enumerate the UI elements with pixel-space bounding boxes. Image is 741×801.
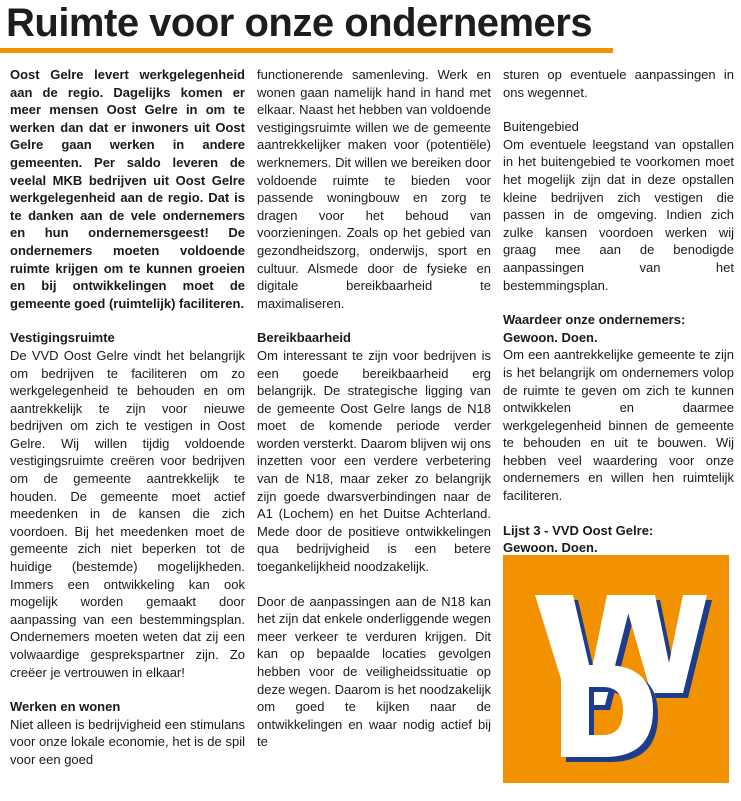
heading-bereikbaarheid: Bereikbaarheid <box>257 330 351 346</box>
body-bereikbaarheid-1: Om interessant te zijn voor bedrijven is een goede bereikbaarheid erg belangrijk. De strategische ligging van de gemeente Oost Gelre langs de N18 moet de komende periode verder worden versterkt. Daarom blijven wij ons inzetten voor een verdere verbetering van de N18, maar zeker zo belangrijk zijn goede dwarsverbindingen naar de A1 (Lochem) en het Duitse Achterland. Mede door de positieve ontwikkelingen qua bedrijvigheid is een betere toegankelijkheid noodzakelijk. <box>257 347 491 575</box>
column-1 <box>10 66 245 769</box>
body-bereikbaarheid-2: Door de aanpassingen aan de N18 kan het zijn dat enkele onderliggende wegen meer verkeer te verduren krijgen. Dit kan op bepaalde locaties gevolgen hebben voor de veiligheidssituatie op deze wegen. Daarom is het noodzakelijk om goed te kijken naar de ontwikkelingen en waar nodig actief bij te <box>257 593 491 750</box>
body-bereikbaarheid-3: sturen op eventuele aanpassingen in ons wegennet. <box>503 67 734 100</box>
column-2 <box>257 66 491 751</box>
heading-werken-en-wonen: Werken en wonen <box>10 699 121 715</box>
title-underline <box>0 48 613 53</box>
body-waardeer: Om een aantrekkelijke gemeente te zijn is het belangrijk om ondernemers volop de ruimte te geven om zich te kunnen ontwikkelen en daarmee werkgelegenheid binnen de gemeente te behouden en uit te bouwen. Wij hebben veel waardering voor onze ondernemers en willen hen ruimtelijk faciliteren. <box>503 347 734 504</box>
body-werken-en-wonen-part1: Niet alleen is bedrijvigheid een stimulans voor onze lokale economie, het is de spil voor een goed <box>10 716 245 767</box>
body-buitengebied: Om eventuele leegstand van opstallen in het buitengebied te voorkomen moet het mogelijk zijn dat in deze opstallen kleine bedrijven zich vestigen die passen in de omgeving. Indien zich zulke kansen voordoen werken wij graag mee aan de benodigde aanpassingen van het bestemmingsplan. <box>503 136 734 293</box>
column-3 <box>503 66 734 557</box>
heading-waardeer-line2: Gewoon. Doen. <box>503 329 598 345</box>
lijst-line1: Lijst 3 - VVD Oost Gelre: <box>503 522 654 538</box>
heading-buitengebied: Buitengebied <box>503 119 579 135</box>
body-vestigingsruimte: De VVD Oost Gelre vindt het belangrijk om bedrijven te faciliteren om zo werkgelegenheid te behouden en om aantrekkelijk te zijn voor nieuwe bedrijven om zich te vestigen in Oost Gelre. Wij willen tijdig voldoende vestigingsruimte creëren voor bedrijven om de gemeente aantrekkelijk te houden. De gemeente moet actief meedenken in de kansen die zich voordoen. Bij het meedenken moet de gemeente zich niet beperken tot de huidige (bestemde) mogelijkheden. Immers een ontwikkeling kan ook mogelijk worden gemaakt door aanpassing van een bestemmingsplan. Ondernemers moeten weten dat zij een volwaardige gesprekspartner zijn. Zo creëer je vertrouwen in elkaar! <box>10 347 245 680</box>
lijst-line2: Gewoon. Doen. <box>503 540 598 556</box>
vvd-logo <box>503 555 729 783</box>
page-title: Ruimte voor onze ondernemers <box>6 1 593 45</box>
intro-paragraph: Oost Gelre levert werkgelegenheid aan de regio. Dagelijks komen er meer mensen Oost Gelre in om te werken dan dat er inwoners uit Oost Gelre gaan werken in andere gemeenten. Per saldo leveren de veelal MKB bedrijven uit Oost Gelre werkgelegenheid aan de regio. Dat is te danken aan de vele ondernemers en hun ondernemersgeest! De ondernemers moeten voldoende ruimte krijgen om te kunnen groeien en bij ontwikkelingen moet de gemeente goed (ruimtelijk) faciliteren. <box>10 67 245 311</box>
body-werken-en-wonen-part2: functionerende samenleving. Werk en wonen gaan namelijk hand in hand met elkaar. Naast het hebben van voldoende vestigingsruimte willen we de gemeente aantrekkelijker maken voor (potentiële) werknemers. Dit willen we bereiken door voldoende ruimte te bieden voor passende woningbouw en zorg te dragen voor het behoud van voorzieningen. Zoals op het gebied van gezondheidszorg, onderwijs, sport en cultuur. Alsmede door de fysieke en digitale bereikbaarheid te maximaliseren. <box>257 67 491 311</box>
heading-vestigingsruimte: Vestigingsruimte <box>10 330 115 346</box>
heading-waardeer-line1: Waardeer onze ondernemers: <box>503 312 686 328</box>
